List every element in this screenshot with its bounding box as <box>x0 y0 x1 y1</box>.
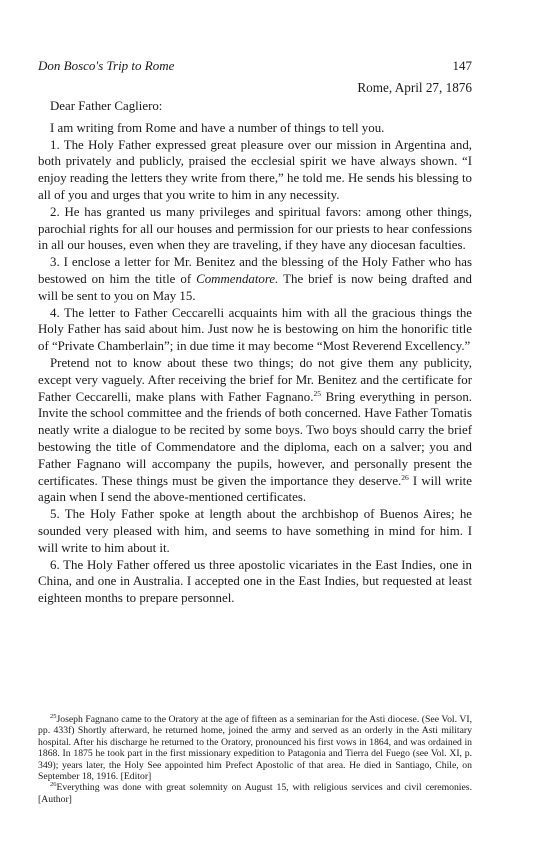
salutation: Dear Father Cagliero: <box>50 99 163 113</box>
running-header <box>38 58 472 74</box>
item-3-text-after: The brief is now being drafted and will be sent to you on May 15. <box>38 271 473 303</box>
footnote-25-see-1: See <box>425 714 439 725</box>
running-title: Don Bosco's Trip to Rome <box>38 58 175 73</box>
pretend-text-3: I will write again when I send the above-mentioned certificates. <box>38 473 472 505</box>
paragraph-item-6: 6. The Holy Father offered us three apostolic vicariates in the East Indies, one in China, and one in Australia. I accepted one in the East Indies, but requested at least eighteen months to prepare personnel. <box>38 557 472 606</box>
paragraph-item-2: 2. He has granted us many privileges and spiritual favors: among other things, parochial rights for all our houses and permission for our priests to hear confessions in all our houses, even when they are traveling, if they have any diocesan faculties. <box>38 204 472 253</box>
letter-body <box>38 98 472 607</box>
footnote-25-marker: 25 <box>50 713 57 720</box>
paragraph-item-1: 1. The Holy Father expressed great pleasure over our mission in Argentina and, both privately and publicly, praised the ecclesial spirit we have always shown. “I enjoy reading the letters they write from there,” he told me. He sends his blessing to all of you and urges that you write to him in any necessity. <box>38 137 472 202</box>
footnote-26-text: Everything was done with great solemnity on August 15, with religious services and civil ceremonies. [Author] <box>38 782 472 805</box>
footnote-25-text-2: Vol. VI, pp. 433f) Shortly afterward, he returned home, joined the army and served as an orderly in the Asti military hospital. After his discharge he returned to the Oratory, pronounced his first vows in 1864, and was ordained in 1868. In 1875 he took part in the first missionary expedition to Patagonia and Tierra del Fuego ( <box>38 714 472 760</box>
page-number: 147 <box>452 58 472 73</box>
footnote-25 <box>38 714 472 782</box>
paragraph-item-4: 4. The letter to Father Ceccarelli acquaints him with all the gracious things the Holy Father has said about him. Just now he is bestowing on him the honorific title of “Private Chamberlain”; in due time it may become “Most Reverend Excellency.” <box>38 305 472 354</box>
pretend-text-2: Bring everything in person. Invite the school committee and the friends of both concerned. Have Father Tomatis neatly write a dialogue to be recited by some boys. Two boys should carry the brief bestowing the title of Commendatore and the diploma, each on a salver; you and Father Fagnano will accompany the pupils, however, and personally present the certificates. These things must be given the importance they deserve. <box>38 389 473 488</box>
footnote-26-marker: 26 <box>50 781 57 789</box>
pretend-text-1: Pretend not to know about these two things; do not give them any publicity, except very vaguely. After receiving the brief for Mr. Benitez and the certificate for Father Ceccarelli, make plans with Father Fagnano. <box>38 355 472 404</box>
opening-paragraph: I am writing from Rome and have a number of things to tell you. <box>50 120 385 135</box>
footnotes-section <box>38 714 472 805</box>
footnote-reference-25[interactable]: 25 <box>313 388 321 398</box>
paragraph-item-5: 5. The Holy Father spoke at length about the archbishop of Buenos Aires; he sounded very pleased with him, and seems to have something in mind for him. I will write to him about it. <box>38 507 472 555</box>
footnote-25-text-3: Vol. XI, p. 349); years later, the Holy See appointed him Prefect Apostolic of that area. He died in Santiago, Chile, on September 18, 1916. [Editor] <box>38 748 472 783</box>
item-3-text-before: 3. I enclose a letter for Mr. Benitez and the blessing of the Holy Father who has bestowed on him the title of <box>38 255 472 286</box>
footnote-26 <box>38 782 472 805</box>
letter-date: Rome, April 27, 1876 <box>357 80 472 95</box>
footnote-reference-26[interactable]: 26 <box>401 472 409 482</box>
paragraph-pretend <box>38 355 472 506</box>
item-3-italic-title: Commendatore. <box>196 271 279 286</box>
footnote-25-see-2: see <box>415 748 429 760</box>
paragraph-item-3 <box>38 254 472 304</box>
footnote-25-text-1: Joseph Fagnano came to the Oratory at the age of fifteen as a seminarian for the Asti diocese. ( <box>56 714 425 725</box>
